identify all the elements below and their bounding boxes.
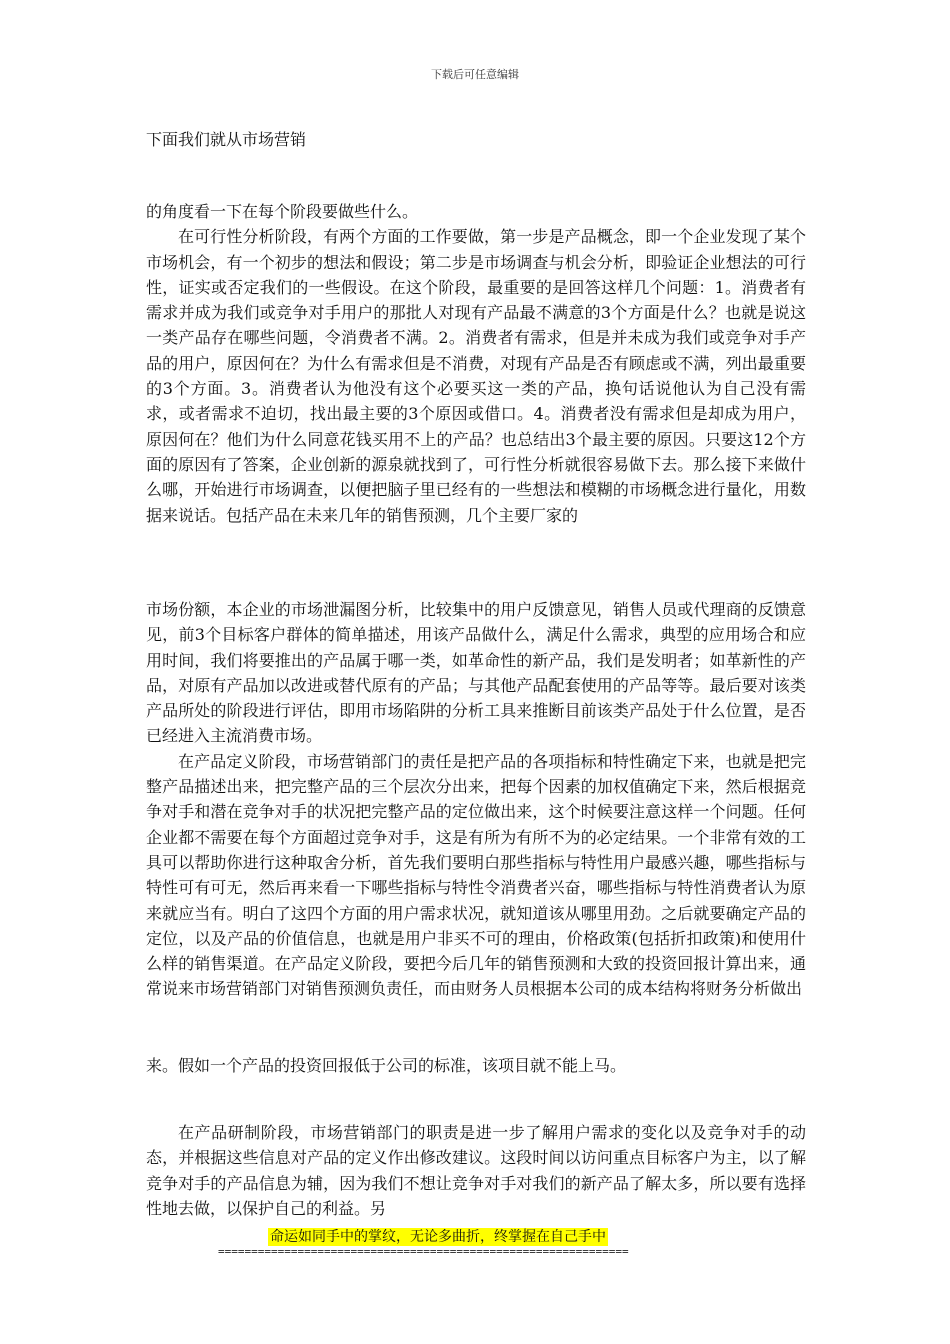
- section-heading: 下面我们就从市场营销: [146, 130, 307, 149]
- paragraph-development: 在产品研制阶段，市场营销部门的职责是进一步了解用户需求的变化以及竞争对手的动态，并根据这些信息对产品的定义作出修改建议。这段时间以访问重点目标客户为主，以了解竞争对手的产品信息为辅，因为我们不想让竞争对手对我们的新产品了解太多，所以要有选择性地去做，以保护自己的利益。另: [146, 1123, 806, 1218]
- footer-motto: 命运如同手中的掌纹，无论多曲折，终掌握在自己手中: [270, 1229, 606, 1245]
- text-block-1: [146, 199, 806, 528]
- text-block-4: [146, 1120, 806, 1221]
- paragraph-market-share: 市场份额，本企业的市场泄漏图分析，比较集中的用户反馈意见，销售人员或代理商的反馈意见，前3个目标客户群体的简单描述，用该产品做什么，满足什么需求，典型的应用场合和应用时间，我们将要推出的产品属于哪一类，如革命性的新产品，我们是发明者；如革新性的产品，对原有产品加以改进或替代原有的产品；与其他产品配套使用的产品等等。最后要对该类产品所处的阶段进行评估，即用市场陷阱的分析工具来推断目前该类产品处于什么位置，是否已经进入主流消费市场。: [146, 600, 806, 746]
- paragraph-1: 的角度看一下在每个阶段要做些什么。: [146, 202, 419, 221]
- paragraph-roi: 来。假如一个产品的投资回报低于公司的标准，该项目就不能上马。: [146, 1056, 627, 1075]
- page-header: 下载后可任意编辑: [431, 68, 519, 81]
- text-block-2: [146, 597, 806, 1002]
- text-block-3: [146, 1053, 806, 1078]
- paragraph-feasibility: 在可行性分析阶段，有两个方面的工作要做，第一步是产品概念，即一个企业发现了某个市场机会，有一个初步的想法和假设；第二步是市场调查与机会分析，即验证企业想法的可行性，证实或否定我们的一些假设。在这个阶段，最重要的是回答这样几个问题：1。消费者有需求并成为我们或竞争对手用户的那批人对现有产品最不满意的3个方面是什么？也就是说这一类产品存在哪些问题，令消费者不满。2。消费者有需求，但是并未成为我们或竞争对手产品的用户，原因何在？为什么有需求但是不消费，对现有产品是否有顾虑或不满，列出最重要的3个方面。3。消费者认为他没有这个必要买这一类的产品，换句话说他认为自己没有需求，或者需求不迫切，找出最主要的3个原因或借口。4。消费者没有需求但是却成为用户，原因何在？他们为什么同意花钱买用不上的产品？也总结出3个最主要的原因。只要这12个方面的原因有了答案，企业创新的源泉就找到了，可行性分析就很容易做下去。那么接下来做什么哪，开始进行市场调查，以便把脑子里已经有的一些想法和模糊的市场概念进行量化，用数据来说话。包括产品在未来几年的销售预测，几个主要厂家的: [146, 227, 806, 525]
- paragraph-product-definition: 在产品定义阶段，市场营销部门的责任是把产品的各项指标和特性确定下来，也就是把完整产品描述出来，把完整产品的三个层次分出来，把每个因素的加权值确定下来，然后根据竞争对手和潜在竞争对手的状况把完整产品的定位做出来，这个时候要注意这样一个问题。任何企业都不需要在每个方面超过竞争对手，这是有所为有所不为的必定结果。一个非常有效的工具可以帮助你进行这种取舍分析，首先我们要明白那些指标与特性用户最感兴趣，哪些指标与特性可有可无，然后再来看一下哪些指标与特性令消费者兴奋，哪些指标与特性消费者认为原来就应当有。明白了这四个方面的用户需求状况，就知道该从哪里用劲。之后就要确定产品的定位，以及产品的价值信息，也就是用户非买不可的理由，价格政策(包括折扣政策)和使用什么样的销售渠道。在产品定义阶段，要把今后几年的销售预测和大致的投资回报计算出来，通常说来市场营销部门对销售预测负责任，而由财务人员根据本公司的成本结构将财务分析做出: [146, 751, 806, 999]
- footer-divider: ==============================================================: [218, 1245, 629, 1258]
